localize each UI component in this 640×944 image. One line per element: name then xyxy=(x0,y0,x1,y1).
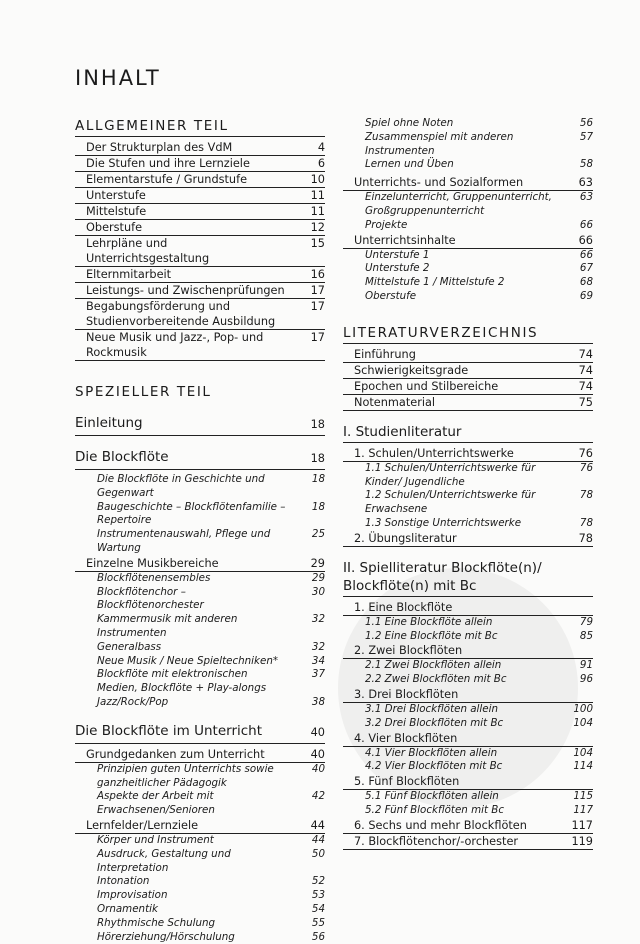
toc-entry[interactable] xyxy=(75,473,325,501)
section-heading-allgemein: ALLGEMEINER TEIL xyxy=(75,117,325,137)
toc-chapter-title: Die Blockflöte im Unterricht xyxy=(75,722,263,739)
toc-entry-title: Improvisation xyxy=(97,889,168,902)
toc-entry-title: Blockflötenensembles xyxy=(97,571,211,584)
toc-page-number: 78 xyxy=(579,489,593,502)
toc-entry-title: Oberstufe xyxy=(86,221,143,234)
toc-page-number: 16 xyxy=(310,268,325,281)
toc-page-number: 11 xyxy=(310,205,325,218)
toc-entry-title: 3. Drei Blockflöten xyxy=(354,687,459,701)
toc-entry[interactable] xyxy=(343,219,593,233)
toc-entry-title: Die Stufen und ihre Lernziele xyxy=(86,157,250,170)
toc-entry-sozialformen[interactable] xyxy=(343,175,593,191)
toc-page-number: 18 xyxy=(310,452,325,465)
toc-entry-title: Generalbass xyxy=(97,640,162,653)
toc-entry[interactable] xyxy=(75,848,325,876)
toc-entry-title: Rhythmische Schulung xyxy=(97,916,216,929)
section-heading-speziell: SPEZIELLER TEIL xyxy=(75,384,212,400)
toc-page-number: 69 xyxy=(579,289,593,302)
toc-entry-title: Hörerziehung/Hörschulung xyxy=(97,930,235,943)
toc-page-number: 75 xyxy=(578,395,593,409)
toc-entry-title: Mittelstufe 1 / Mittelstufe 2 xyxy=(365,276,505,289)
toc-page-number: 63 xyxy=(579,191,593,204)
toc-page-number: 74 xyxy=(578,379,593,393)
toc-entry[interactable] xyxy=(343,517,593,531)
toc-list-spielliteratur xyxy=(343,600,593,818)
toc-entry[interactable] xyxy=(343,290,593,304)
toc-entry-title: 1. Schulen/Unterrichtswerke xyxy=(354,446,514,460)
toc-entry[interactable] xyxy=(343,703,593,717)
toc-entry[interactable] xyxy=(343,462,593,490)
toc-chapter-einleitung[interactable] xyxy=(75,414,325,436)
toc-entry[interactable] xyxy=(75,696,325,710)
toc-chapter-title: I. Studienliteratur xyxy=(343,423,462,440)
toc-entry-title: Blockflöte mit elektronischen Medien, Blockflöte + Play-alongs xyxy=(97,668,267,695)
toc-entry-title: Oberstufe xyxy=(365,289,417,302)
toc-entry-title: Neue Musik / Neue Spieltechniken* xyxy=(97,654,279,667)
toc-page-number: 78 xyxy=(579,516,593,529)
toc-entry[interactable] xyxy=(75,204,325,220)
toc-entry-title: Einzelne Musikbereiche xyxy=(86,556,219,570)
toc-page-number: 11 xyxy=(310,189,325,202)
toc-entry[interactable] xyxy=(343,117,593,131)
toc-page-number: 53 xyxy=(311,889,325,902)
toc-entry[interactable] xyxy=(343,804,593,818)
toc-entry[interactable] xyxy=(75,889,325,903)
toc-page-number: 58 xyxy=(579,158,593,171)
toc-entry-blockfloetenchor[interactable] xyxy=(343,834,593,850)
toc-page-number: 32 xyxy=(311,613,325,626)
toc-page-number: 4 xyxy=(317,141,325,154)
toc-entry[interactable] xyxy=(343,249,593,263)
toc-entry-title: 4.2 Vier Blockflöten mit Bc xyxy=(365,760,503,773)
toc-chapter-title: Die Blockflöte xyxy=(75,449,169,465)
toc-entry[interactable] xyxy=(343,363,593,379)
toc-list-continued xyxy=(343,117,593,172)
toc-entry-title: Ausdruck, Gestaltung und Interpretation xyxy=(97,847,231,874)
toc-chapter-spielliteratur[interactable] xyxy=(343,559,593,597)
toc-entry[interactable] xyxy=(75,875,325,889)
toc-entry-title: Blockflötenchor – Blockflötenorchester xyxy=(97,585,204,612)
toc-entry-lernfelder[interactable] xyxy=(75,818,325,834)
toc-entry[interactable] xyxy=(75,790,325,818)
toc-page-number: 85 xyxy=(579,629,593,642)
toc-page-number: 117 xyxy=(573,803,593,816)
toc-entry-title: 1.1 Eine Blockflöte allein xyxy=(365,615,493,628)
toc-entry[interactable] xyxy=(343,262,593,276)
toc-entry-title: Notenmaterial xyxy=(354,395,436,409)
toc-entry-title: 2. Zwei Blockflöten xyxy=(354,644,463,658)
toc-page-number: 55 xyxy=(311,916,325,929)
toc-page-number: 29 xyxy=(310,556,325,570)
toc-entry-title: 4.1 Vier Blockflöten allein xyxy=(365,746,498,759)
toc-entry[interactable] xyxy=(75,330,325,361)
toc-entry-unterrichtsinhalte[interactable] xyxy=(343,233,593,249)
toc-entry-title: Unterrichts- und Sozialformen xyxy=(354,176,524,190)
toc-chapter-unterricht[interactable] xyxy=(75,722,325,744)
toc-chapter-blockfloete[interactable] xyxy=(75,448,325,470)
toc-entry[interactable] xyxy=(343,379,593,395)
toc-chapter-title-line-1: II. Spielliteratur Blockflöte(n)/ xyxy=(343,559,542,576)
page-title: INHALT xyxy=(75,66,161,90)
toc-entry-musikbereiche[interactable] xyxy=(75,556,325,572)
toc-page-number: 25 xyxy=(311,528,325,541)
toc-entry-title: 1.2 Eine Blockflöte mit Bc xyxy=(365,629,498,642)
toc-entry-title: 5.2 Fünf Blockflöten mit Bc xyxy=(365,803,505,816)
toc-entry[interactable] xyxy=(343,717,593,731)
toc-right-column xyxy=(343,117,593,850)
toc-entry-title: Der Strukturplan des VdM xyxy=(86,141,233,154)
toc-entry-title: Prinzipien guten Unterrichts sowie ganzheitlicher Pädagogik xyxy=(97,762,274,789)
toc-entry-title: Neue Musik und Jazz-, Pop- und Rockmusik xyxy=(86,331,264,359)
toc-entry-title: Schwierigkeitsgrade xyxy=(354,363,469,377)
toc-entry-title: 3.1 Drei Blockflöten allein xyxy=(365,702,499,715)
toc-page-number: 104 xyxy=(573,746,593,759)
toc-entry-title: Baugeschichte – Blockflötenfamilie – Repertoire xyxy=(97,500,286,527)
toc-list-sozialformen xyxy=(343,191,593,232)
toc-page-number: 66 xyxy=(579,218,593,231)
toc-entry-title: Lernen und Üben xyxy=(365,158,454,171)
toc-page-number: 67 xyxy=(579,262,593,275)
toc-entry[interactable] xyxy=(75,501,325,529)
toc-page-number: 40 xyxy=(310,747,325,761)
toc-left-column xyxy=(75,117,325,944)
toc-page-number: 44 xyxy=(311,833,325,846)
toc-page-number: 52 xyxy=(311,875,325,888)
toc-entry-title: Lernfelder/Lernziele xyxy=(86,818,199,832)
toc-list-allgemein xyxy=(75,140,325,361)
toc-entry[interactable] xyxy=(75,586,325,614)
toc-page-number: 30 xyxy=(311,585,325,598)
toc-entry[interactable] xyxy=(343,673,593,687)
toc-entry-title: Ornamentik xyxy=(97,902,158,915)
toc-entry-group[interactable] xyxy=(343,774,593,790)
toc-entry[interactable] xyxy=(75,903,325,917)
toc-entry[interactable] xyxy=(343,158,593,172)
toc-entry-title: Einführung xyxy=(354,347,416,361)
toc-page-number: 66 xyxy=(578,233,593,247)
toc-page-number: 56 xyxy=(311,930,325,943)
toc-page-number: 18 xyxy=(311,473,325,485)
toc-entry[interactable] xyxy=(343,790,593,804)
toc-page-number: 57 xyxy=(579,130,593,143)
toc-page-number: 40 xyxy=(311,762,325,775)
toc-page-number: 56 xyxy=(579,117,593,129)
toc-entry-group[interactable] xyxy=(343,687,593,703)
toc-entry[interactable] xyxy=(343,489,593,517)
toc-entry-title: Aspekte der Arbeit mit Erwachsenen/Senioren xyxy=(97,790,215,817)
toc-entry-title: 4. Vier Blockflöten xyxy=(354,731,458,745)
toc-entry[interactable] xyxy=(343,347,593,363)
toc-page-number: 29 xyxy=(311,571,325,584)
toc-page-number: 12 xyxy=(310,221,325,234)
toc-entry-title: Projekte xyxy=(365,218,408,231)
toc-page-number: 68 xyxy=(579,276,593,289)
toc-entry[interactable] xyxy=(343,630,593,644)
toc-entry[interactable] xyxy=(75,299,325,330)
toc-list-blockfloete xyxy=(75,473,325,556)
toc-page-number: 115 xyxy=(573,790,593,803)
toc-page-number: 6 xyxy=(317,157,325,170)
toc-entry-group[interactable] xyxy=(343,643,593,659)
toc-entry-title: 1.3 Sonstige Unterrichtswerke xyxy=(365,516,522,529)
toc-entry-title: Instrumentenauswahl, Pflege und Wartung xyxy=(97,528,271,554)
toc-entry[interactable] xyxy=(75,655,325,669)
toc-entry-title: Elternmitarbeit xyxy=(86,268,172,281)
toc-page-number: 44 xyxy=(310,818,325,832)
toc-list-schulen xyxy=(343,462,593,531)
toc-chapter-title-line-2: Blockflöte(n) mit Bc xyxy=(343,577,477,594)
toc-list-lernfelder xyxy=(75,834,325,944)
toc-page-number: 54 xyxy=(311,902,325,915)
toc-entry[interactable] xyxy=(75,931,325,944)
toc-entry-title: Kammermusik mit anderen Instrumenten xyxy=(97,613,238,639)
toc-page-number: 15 xyxy=(310,237,325,250)
toc-page-number: 17 xyxy=(310,331,325,344)
toc-entry-title: 6. Sechs und mehr Blockflöten xyxy=(354,818,527,832)
toc-entry-title: Spiel ohne Noten xyxy=(365,117,454,129)
toc-entry-title: Unterstufe xyxy=(86,189,146,202)
toc-chapter-title: Einleitung xyxy=(75,415,143,431)
toc-entry[interactable] xyxy=(75,668,325,696)
toc-chapter-studienliteratur[interactable] xyxy=(343,423,593,443)
toc-entry-title: Intonation xyxy=(97,875,150,888)
toc-entry[interactable] xyxy=(343,760,593,774)
toc-page-number: 32 xyxy=(311,640,325,653)
toc-entry[interactable] xyxy=(75,613,325,641)
toc-page-number: 18 xyxy=(311,500,325,513)
toc-page-number: 17 xyxy=(310,284,325,297)
toc-page-number: 117 xyxy=(571,818,593,832)
toc-entry[interactable] xyxy=(343,131,593,159)
toc-entry-group[interactable] xyxy=(343,600,593,616)
toc-entry-title: 1. Eine Blockflöte xyxy=(354,600,453,614)
toc-entry-title: 1.2 Schulen/Unterrichtswerke für Erwachsene xyxy=(365,489,536,516)
toc-entry-title: Grundgedanken zum Unterricht xyxy=(86,747,265,761)
toc-entry-title: 2.2 Zwei Blockflöten mit Bc xyxy=(365,673,507,686)
toc-entry[interactable] xyxy=(343,276,593,290)
toc-list-literatur xyxy=(343,347,593,411)
toc-page-number: 76 xyxy=(578,446,593,460)
toc-page-number: 74 xyxy=(578,347,593,361)
toc-page-number: 10 xyxy=(310,173,325,186)
toc-page-number: 76 xyxy=(579,461,593,474)
toc-entry[interactable] xyxy=(75,283,325,299)
toc-entry[interactable] xyxy=(343,747,593,761)
toc-page-number: 17 xyxy=(310,300,325,313)
toc-entry[interactable] xyxy=(75,220,325,236)
toc-entry-title: Einzelunterricht, Gruppenunterricht, Großgruppenunterricht xyxy=(365,191,552,217)
toc-entry-title: Unterstufe 2 xyxy=(365,262,430,275)
toc-entry-title: 7. Blockflötenchor/-orchester xyxy=(354,834,519,848)
toc-page-number: 18 xyxy=(310,418,325,431)
toc-entry-title: 5.1 Fünf Blockflöten allein xyxy=(365,790,499,803)
toc-entry-grundgedanken[interactable] xyxy=(75,747,325,763)
toc-entry[interactable] xyxy=(75,172,325,188)
toc-entry-title: Die Blockflöte in Geschichte und Gegenwart xyxy=(97,473,265,499)
toc-entry[interactable] xyxy=(75,236,325,267)
toc-entry-title: Begabungsförderung und Studienvorbereitende Ausbildung xyxy=(86,300,276,328)
toc-entry-schulen[interactable] xyxy=(343,446,593,462)
toc-entry[interactable] xyxy=(75,188,325,204)
toc-entry[interactable] xyxy=(75,763,325,791)
toc-entry-title: 5. Fünf Blockflöten xyxy=(354,775,460,789)
toc-list-unterrichtsinhalte xyxy=(343,249,593,304)
toc-entry[interactable] xyxy=(75,572,325,586)
toc-list-grundgedanken xyxy=(75,763,325,818)
toc-page-number: 91 xyxy=(579,659,593,672)
toc-page-number: 37 xyxy=(311,668,325,681)
toc-entry-title: Lehrpläne und Unterrichtsgestaltung xyxy=(86,237,210,265)
toc-page-number: 34 xyxy=(311,654,325,667)
toc-entry-group[interactable] xyxy=(343,731,593,747)
toc-entry[interactable] xyxy=(75,917,325,931)
section-heading-literatur: LITERATURVERZEICHNIS xyxy=(343,324,593,344)
toc-entry[interactable] xyxy=(75,140,325,156)
toc-entry-title: 2.1 Zwei Blockflöten allein xyxy=(365,659,502,672)
toc-entry-uebungsliteratur[interactable] xyxy=(343,531,593,547)
toc-page-number: 96 xyxy=(579,673,593,686)
toc-entry[interactable] xyxy=(75,641,325,655)
toc-entry-title: Leistungs- und Zwischenprüfungen xyxy=(86,284,285,297)
toc-entry[interactable] xyxy=(343,191,593,219)
toc-entry[interactable] xyxy=(75,834,325,848)
toc-entry-title: 1.1 Schulen/Unterrichtswerke für Kinder/ Jugendliche xyxy=(365,461,536,488)
toc-page-number: 114 xyxy=(573,760,593,773)
toc-page-number: 74 xyxy=(578,363,593,377)
toc-page-number: 40 xyxy=(310,725,325,739)
toc-entry-title: Körper und Instrument xyxy=(97,833,214,846)
toc-entry-title: Epochen und Stilbereiche xyxy=(354,379,499,393)
toc-page-number: 66 xyxy=(579,248,593,261)
toc-entry-title: 3.2 Drei Blockflöten mit Bc xyxy=(365,716,504,729)
toc-entry[interactable] xyxy=(343,395,593,411)
toc-page-number: 63 xyxy=(578,176,593,190)
toc-page-number: 42 xyxy=(311,790,325,803)
toc-page-number: 100 xyxy=(573,702,593,715)
toc-entry-title: Elementarstufe / Grundstufe xyxy=(86,173,248,186)
toc-entry-sechs-blockfloeten[interactable] xyxy=(343,818,593,834)
toc-page-number: 119 xyxy=(571,834,593,848)
toc-page-number: 79 xyxy=(579,615,593,628)
toc-entry[interactable] xyxy=(75,267,325,283)
toc-entry[interactable] xyxy=(75,528,325,556)
toc-entry[interactable] xyxy=(75,156,325,172)
toc-entry-title: Unterrichtsinhalte xyxy=(354,233,456,247)
toc-page-number: 50 xyxy=(311,847,325,860)
toc-page-number: 38 xyxy=(311,695,325,708)
toc-page-number: 104 xyxy=(573,716,593,729)
toc-entry[interactable] xyxy=(343,616,593,630)
toc-entry[interactable] xyxy=(343,659,593,673)
toc-list-musikbereiche xyxy=(75,572,325,710)
toc-entry-title: Unterstufe 1 xyxy=(365,248,430,261)
toc-page-number: 78 xyxy=(578,531,593,545)
toc-entry-title: Mittelstufe xyxy=(86,205,147,218)
toc-entry-title: Zusammenspiel mit anderen Instrumenten xyxy=(365,130,514,157)
toc-entry-title: Jazz/Rock/Pop xyxy=(97,695,169,708)
toc-entry-title: 2. Übungsliteratur xyxy=(354,531,457,545)
